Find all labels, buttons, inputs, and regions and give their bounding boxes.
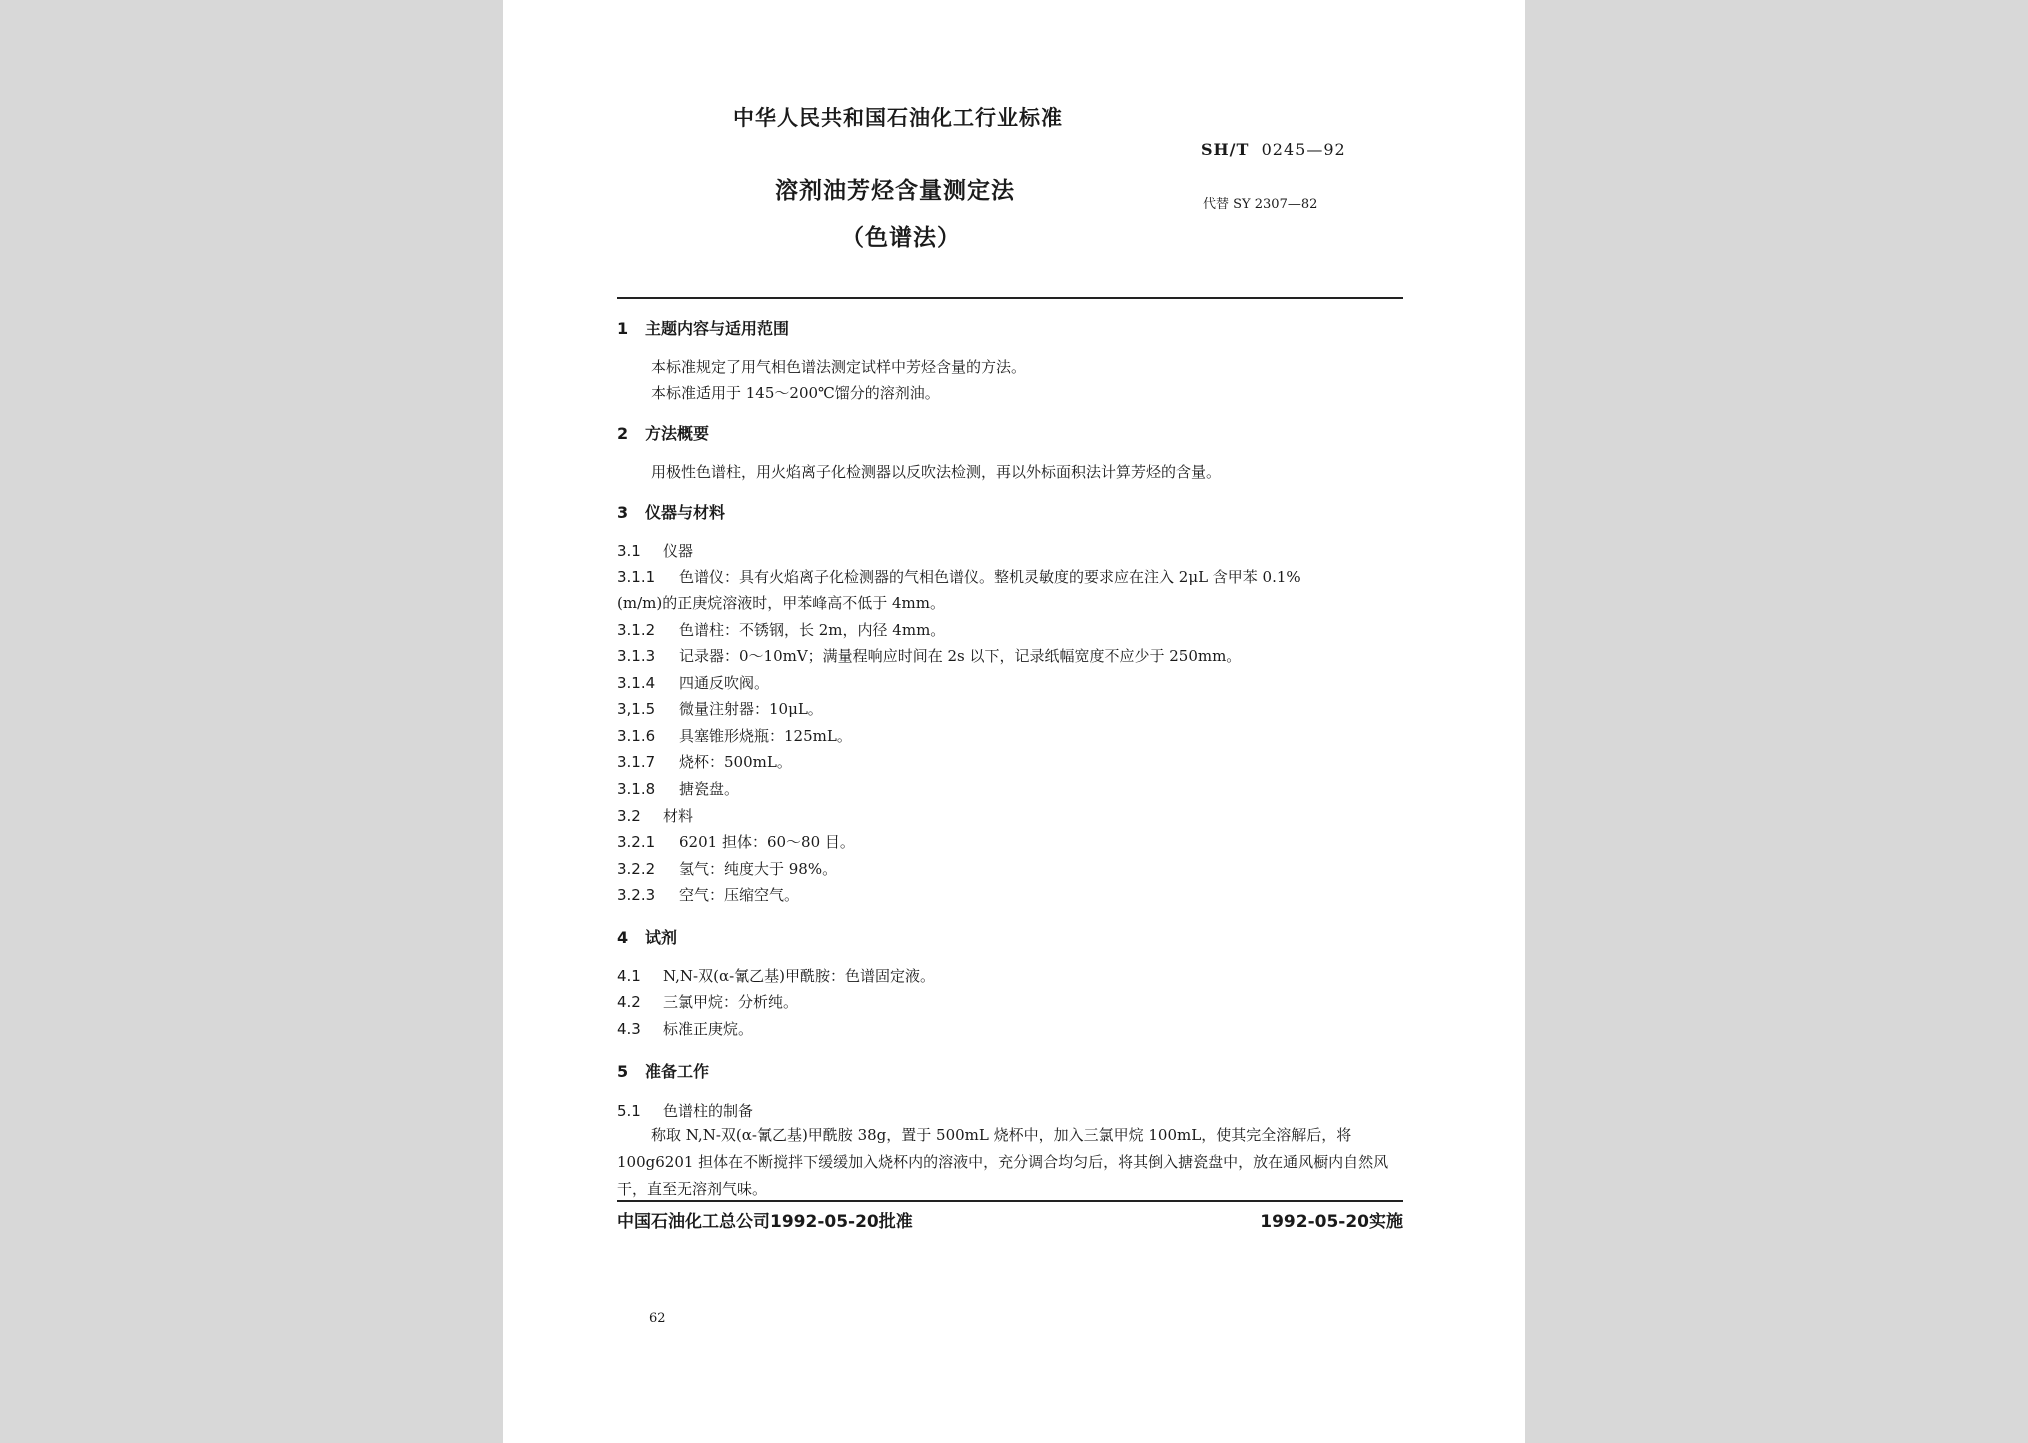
list-item: 3.2 材料: [617, 807, 694, 825]
document-page: [503, 0, 1525, 1443]
section-number: 3: [617, 503, 629, 522]
list-item: 4.3 标准正庚烷。: [617, 1020, 754, 1038]
section-title: 主题内容与适用范围: [645, 319, 790, 338]
section-number: 2: [617, 424, 629, 443]
page-number: 62: [649, 1311, 666, 1326]
effective-date: 1992-05-20实施: [1260, 1212, 1403, 1232]
list-item: 3.1 仪器: [617, 542, 694, 560]
list-item: 3.1.4 四通反吹阀。: [617, 674, 770, 692]
approval-date: 中国石油化工总公司1992-05-20批准: [617, 1212, 913, 1232]
section-number: 5: [617, 1062, 629, 1081]
section-number: 1: [617, 319, 629, 338]
section-title: 仪器与材料: [645, 503, 726, 522]
list-item: 3.2.3 空气：压缩空气。: [617, 886, 800, 904]
list-item: 3,1.5 微量注射器：10μL。: [617, 700, 823, 718]
list-item: 3.1.8 搪瓷盘。: [617, 780, 740, 798]
list-item: 4.2 三氯甲烷：分析纯。: [617, 993, 799, 1011]
document-subtitle: （色谱法）: [841, 225, 961, 251]
list-item: 5.1 色谱柱的制备: [617, 1102, 754, 1120]
section-4-heading: [617, 925, 677, 948]
section-2-heading: [617, 421, 709, 444]
list-item: 3.1.3 记录器：0～10mV；满量程响应时间在 2s 以下，记录纸幅宽度不应少于 250mm。: [617, 647, 1242, 665]
list-item: 3.1.1 色谱仪：具有火焰离子化检测器的气相色谱仪。整机灵敏度的要求应在注入 2μL 含甲苯 0.1%: [617, 568, 1301, 586]
list-item: 3.2.1 6201 担体：60～80 目。: [617, 833, 855, 851]
section-5-heading: [617, 1059, 709, 1082]
section-title: 试剂: [645, 928, 678, 947]
section-number: 4: [617, 928, 629, 947]
paragraph: 用极性色谱柱，用火焰离子化检测器以反吹法检测，再以外标面积法计算芳烃的含量。: [651, 463, 1222, 481]
issuing-organization: 中华人民共和国石油化工行业标准: [733, 106, 1063, 130]
header-divider: [617, 297, 1403, 299]
footer-divider: [617, 1200, 1403, 1202]
section-1-heading: [617, 316, 789, 339]
section-3-heading: [617, 500, 725, 523]
paragraph: 称取 N,N-双(α-氰乙基)甲酰胺 38g，置于 500mL 烧杯中，加入三氯甲烷 100mL，使其完全溶解后，将 100g6201 担体在不断搅拌下缓缓加入烧杯内的溶液中，充分调合均匀后，将其倒入搪瓷盘中，放在通风橱内自然风干，直至无溶剂气味。: [617, 1126, 1389, 1198]
list-item: 3.1.2 色谱柱：不锈钢，长 2m，内径 4mm。: [617, 621, 946, 639]
section-title: 准备工作: [645, 1062, 710, 1081]
standard-code: [1201, 140, 1346, 159]
document-title: 溶剂油芳烃含量测定法: [775, 178, 1015, 204]
standard-code-number: 0245—92: [1261, 140, 1346, 159]
paragraph: 本标准规定了用气相色谱法测定试样中芳烃含量的方法。: [651, 358, 1027, 376]
list-item: 3.2.2 氢气：纯度大于 98%。: [617, 860, 838, 878]
section-title: 方法概要: [645, 424, 710, 443]
paragraph: 本标准适用于 145～200℃馏分的溶剂油。: [651, 384, 940, 402]
list-item: 4.1 N,N-双(α-氰乙基)甲酰胺：色谱固定液。: [617, 967, 936, 985]
list-item-continuation: (m/m)的正庚烷溶液时，甲苯峰高不低于 4mm。: [617, 594, 945, 612]
list-item: 3.1.6 具塞锥形烧瓶：125mL。: [617, 727, 852, 745]
list-item: 3.1.7 烧杯：500mL。: [617, 753, 792, 771]
replaces-note: 代替 SY 2307—82: [1203, 197, 1318, 212]
standard-code-prefix: SH/T: [1201, 140, 1250, 159]
